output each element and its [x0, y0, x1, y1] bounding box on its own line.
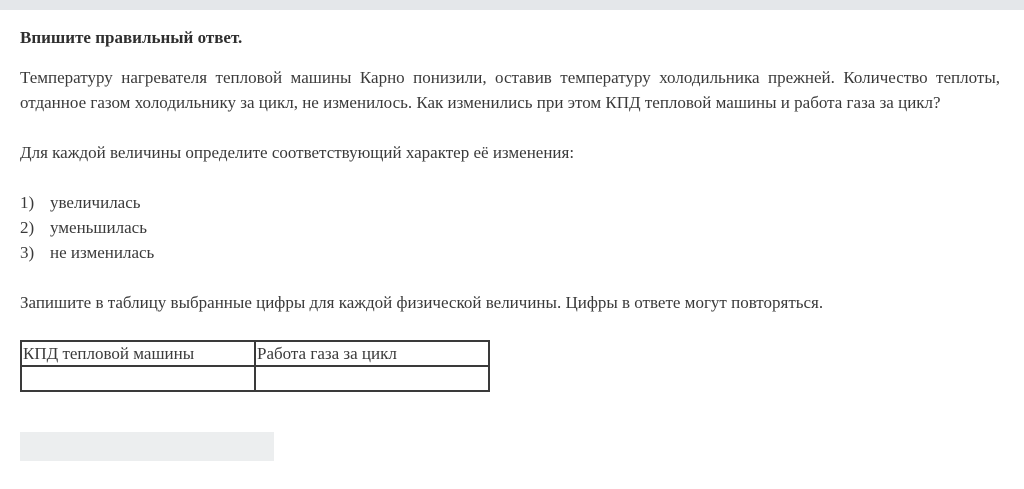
options-list	[20, 190, 154, 265]
option-item	[20, 215, 154, 240]
answer-table-header-row	[21, 341, 489, 366]
option-label: не изменилась	[50, 243, 155, 262]
answer-cell-gas-work	[255, 366, 489, 391]
header-gas-work: Работа газа за цикл	[255, 341, 489, 366]
answer-table	[20, 340, 490, 392]
submit-button-placeholder[interactable]	[20, 432, 274, 461]
table-instruction: Запишите в таблицу выбранные цифры для каждой физической величины. Цифры в ответе могут повторяться.	[20, 293, 824, 312]
header-efficiency: КПД тепловой машины	[21, 341, 255, 366]
option-label: увеличилась	[50, 193, 141, 212]
top-strip	[0, 0, 1024, 10]
task-instruction: Впишите правильный ответ.	[20, 28, 243, 47]
gas-work-answer-input[interactable]	[257, 367, 488, 390]
answer-table-input-row	[21, 366, 489, 391]
option-item	[20, 240, 154, 265]
efficiency-answer-input[interactable]	[23, 367, 254, 390]
question-text: Температуру нагревателя тепловой машины Карно понизили, оставив температуру холодильника прежней. Количество теплоты, отданное газом холодильнику за цикл, не изменилось. Как изменились при этом КПД тепловой машины и работа газа за цикл?	[20, 68, 1000, 112]
option-label: уменьшилась	[50, 218, 147, 237]
option-number: 2)	[20, 218, 35, 237]
option-number: 3)	[20, 243, 35, 262]
option-item	[20, 190, 154, 215]
answer-cell-efficiency	[21, 366, 255, 391]
option-number: 1)	[20, 193, 35, 212]
question-subtext: Для каждой величины определите соответствующий характер её изменения:	[20, 143, 575, 162]
